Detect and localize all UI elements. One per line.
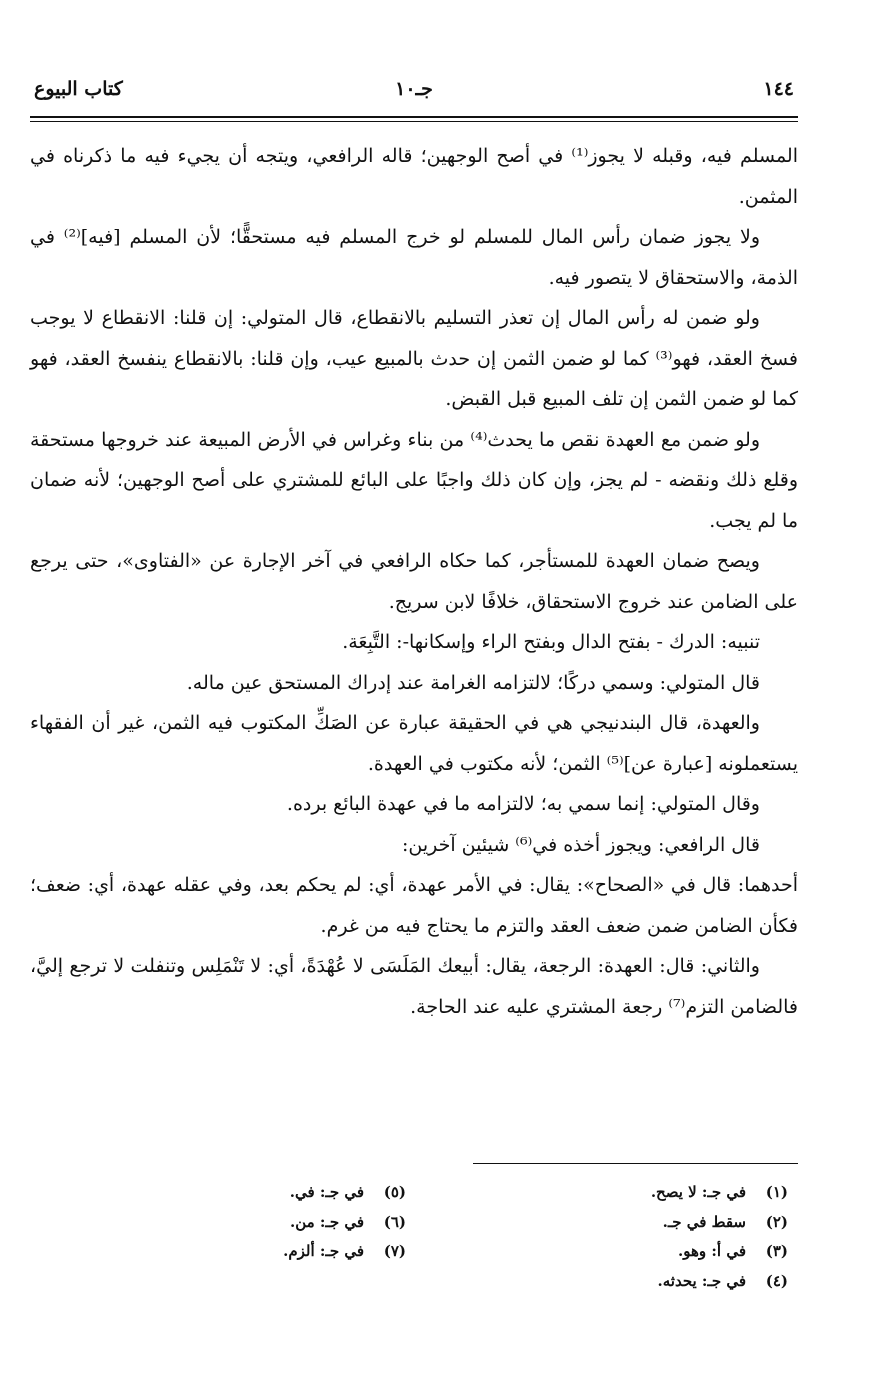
paragraph: تنبيه: الدرك - بفتح الدال وبفتح الراء وإسكانها-: التَّبِعَة.: [342, 631, 760, 653]
footnote-item: [428, 1267, 788, 1297]
footnote-number: (٥): [383, 1183, 406, 1201]
paragraph: ولو ضمن مع العهدة نقص ما يحدث⁽⁴⁾ من بناء وغراس في الأرض المبيعة عند خروجها مستحقة وقلع ذلك ونقضه - لم يجز، وإن كان ذلك واجبًا على البائع للمشتري على أصح الوجهين؛ لأنه ضمان ما لم يجب.: [30, 428, 798, 532]
paragraph: قال المتولي: وسمي دركًا؛ لالتزامه الغرامة عند إدراك المستحق عين ماله.: [186, 671, 760, 694]
footnote-number: (٧): [383, 1242, 406, 1260]
footnotes-right-column: [428, 1178, 788, 1296]
footnote-text: في جـ: ألزم.: [283, 1242, 364, 1260]
paragraph: والعهدة، قال البندنيجي هي في الحقيقة عبارة عن الصَكِّ المكتوب فيه الثمن، غير أن الفقهاء يستعملونه [عبارة عن]⁽⁵⁾ الثمن؛ لأنه مكتوب في العهدة.: [30, 712, 798, 775]
footnotes-left-column: [46, 1178, 406, 1267]
paragraph: قال الرافعي: ويجوز أخذه في⁽⁶⁾ شيئين آخرين:: [401, 833, 760, 856]
paragraph: والثاني: قال: العهدة: الرجعة، يقال: أبيعك المَلَسَى لا عُهْدَةً، أي: لا تَنْمَلِس وتنفلت لا ترجع إليَّ، فالضامن التزم⁽⁷⁾ رجعة المشتري عليه عند الحاجة.: [30, 955, 798, 1018]
footnote-item: [46, 1178, 406, 1208]
paragraph: ولو ضمن له رأس المال إن تعذر التسليم بالانقطاع، قال المتولي: إن قلنا: الانقطاع لا يوجب فسخ العقد، فهو⁽³⁾ كما لو ضمن الثمن إن حدث بالمبيع عيب، وإن قلنا: بالانقطاع ينفسخ العقد، فهو كما لو ضمن الثمن إن تلف المبيع قبل القبض.: [30, 307, 799, 410]
page-number: ١٤٤: [763, 78, 794, 100]
footnote-text: سقط في جـ.: [662, 1212, 746, 1231]
footnote-text: في جـ: يحدثه.: [657, 1271, 746, 1290]
footnote-text: في جـ: في.: [289, 1183, 364, 1201]
paragraph: وقال المتولي: إنما سمي به؛ لالتزامه ما في عهدة البائع برده.: [286, 793, 760, 815]
footnote-item: [428, 1237, 788, 1267]
paragraph: المسلم فيه، وقبله لا يجوز⁽¹⁾ في أصح الوجهين؛ قاله الرافعي، ويتجه أن يجيء فيه ما ذكرناه في المثمن.: [30, 145, 798, 208]
running-header: [30, 78, 798, 112]
footnote-number: (٣): [765, 1242, 788, 1260]
footnote-item: [46, 1208, 406, 1238]
volume-label: جـ١٠: [395, 78, 433, 100]
paragraph: ولا يجوز ضمان رأس المال للمسلم لو خرج المسلم فيه مستحقًّا؛ لأن المسلم [فيه]⁽²⁾ في الذمة، والاستحقاق لا يتصور فيه.: [30, 226, 798, 289]
footnote-item: [428, 1178, 788, 1208]
footnote-item: [46, 1237, 406, 1267]
footnote-number: (١): [765, 1183, 788, 1201]
footnote-number: (٢): [765, 1212, 788, 1231]
footnote-separator: [473, 1163, 798, 1164]
document-page: [30, 0, 798, 1373]
body-text: [30, 136, 798, 1027]
footnote-text: في جـ: من.: [290, 1212, 364, 1231]
header-rule-thin: [30, 121, 798, 122]
book-title: كتاب البيوع: [34, 78, 123, 100]
footnote-text: في جـ: لا يصح.: [650, 1183, 746, 1201]
footnote-text: في أ: وهو.: [678, 1242, 746, 1260]
paragraph: ويصح ضمان العهدة للمستأجر، كما حكاه الرافعي في آخر الإجارة عن «الفتاوى»، حتى يرجع على الضامن عند خروج الاستحقاق، خلافًا لابن سريج.: [30, 550, 798, 613]
footnote-number: (٦): [383, 1212, 406, 1231]
footnote-number: (٤): [765, 1271, 788, 1290]
header-rule-thick: [30, 116, 798, 118]
footnote-item: [428, 1208, 788, 1238]
paragraph: أحدهما: قال في «الصحاح»: يقال: في الأمر عهدة، أي: لم يحكم بعد، وفي عقله عهدة، أي: ضعف؛ فكأن الضامن ضمن ضعف العقد والتزم ما يحتاج فيه من غرم.: [30, 874, 798, 937]
